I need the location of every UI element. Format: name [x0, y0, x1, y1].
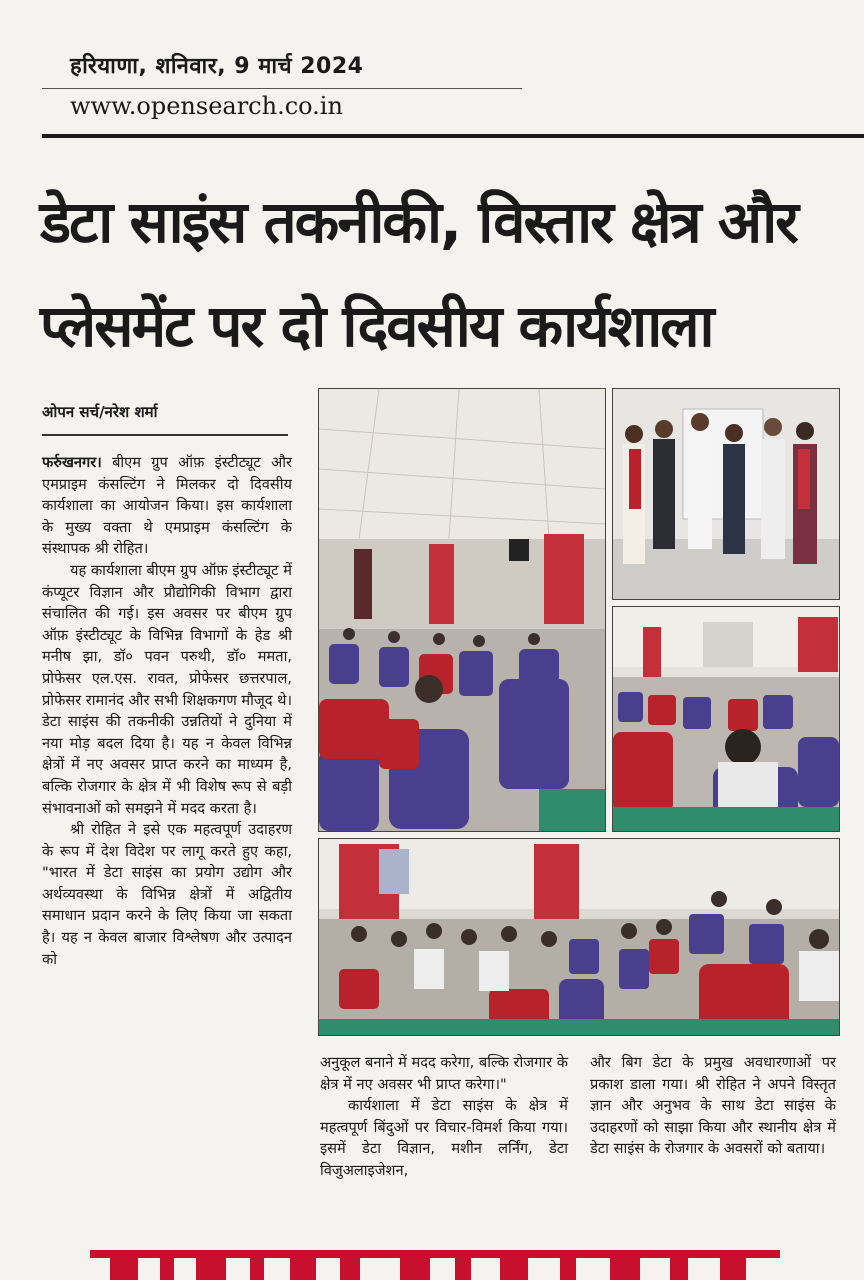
- paragraph: अनुकूल बनाने में मदद करेगा, बल्कि रोजगार के क्षेत्र में नए अवसर भी प्राप्त करेगा।": [320, 1054, 568, 1093]
- article-column-2: [320, 1052, 568, 1182]
- paragraph: और बिग डेटा के प्रमुख अवधारणाओं पर प्रकाश डाला गया। श्री रोहित ने अपने विस्तृत ज्ञान और अनुभव के साथ डेटा साइंस के उदाहरणों को साझा किया और स्थानीय क्षेत्र में डेटा साइंस के रोजगार के अवसरों को बताया।: [590, 1054, 836, 1158]
- headline-line-1: डेटा साइंस तकनीकी, विस्तार क्षेत्र और: [40, 188, 797, 256]
- byline: ओपन सर्च/नरेश शर्मा: [42, 403, 158, 421]
- photo-guests-group: [612, 388, 840, 600]
- article-column-3: [590, 1052, 836, 1160]
- masthead-rule: [42, 134, 864, 138]
- header-divider: [42, 88, 522, 89]
- byline-divider: [42, 434, 288, 436]
- article-column-1: [42, 452, 292, 970]
- photo-auditorium-audience: [318, 388, 606, 832]
- headline-line-2: प्लेसमेंट पर दो दिवसीय कार्यशाला: [40, 292, 713, 360]
- photo-audience-wide: [318, 838, 840, 1036]
- photo-students-seated: [612, 606, 840, 832]
- paragraph: कार्यशाला में डेटा साइंस के क्षेत्र में महत्वपूर्ण बिंदुओं पर विचार-विमर्श किया गया। इसमें डेटा विज्ञान, मशीन लर्निंग, डेटा विजुअलाइजेशन,: [320, 1097, 568, 1179]
- paragraph: श्री रोहित ने इसे एक महत्वपूर्ण उदाहरण के रूप में देश विदेश पर लागू करते हुए कहा, "भारत में डेटा साइंस का प्रयोग उद्योग और अर्थव्यवस्था के विभिन्न क्षेत्रों में अद्वितीय समाधान प्रदान करने के लिए किया जा सकता है। यह न केवल बाजार विश्लेषण और उत्पादन को: [42, 821, 292, 968]
- paragraph: [42, 452, 292, 560]
- headline: [40, 170, 860, 378]
- website-link[interactable]: www.opensearch.co.in: [70, 92, 343, 120]
- paragraph: यह कार्यशाला बीएम ग्रुप ऑफ़ इंस्टीट्यूट में कंप्यूटर विज्ञान और प्रौद्योगिकी विभाग द्वारा संचालित की गई। इस अवसर पर बीएम ग्रुप ऑफ़ इंस्टीट्यूट के विभिन्न विभागों के हेड श्री मनीष झा, डॉ० पवन परुथी, डॉ० ममता, प्रोफेसर एल.एस. रावत, प्रोफेसर छत्तरपाल, प्रोफेसर रामानंद और सभी शिक्षकगण मौजूद थे। डेटा साइंस की तकनीकी उन्नतियों ने दुनिया में नया मोड़ बदल दिया है। यह न केवल विभिन्न क्षेत्रों में नए अवसर प्राप्त करने का माध्यम है, बल्कि रोजगार के क्षेत्र में भी विशेष रूप से बड़ी संभावनाओं को समझने में मदद करता है।: [42, 561, 292, 817]
- dateline: हरियाणा, शनिवार, 9 मार्च 2024: [70, 54, 364, 79]
- paragraph-text: बीएम ग्रुप ऑफ़ इंस्टीट्यूट और एमप्राइम कंसल्टिंग ने मिलकर दो दिवसीय कार्यशाला का आयोजन किया। इस कार्यशाला के मुख्य वक्ता थे एमप्राइम कंसल्टिंग के संस्थापक श्री रोहित।: [42, 454, 292, 558]
- cropped-next-headline: [0, 1236, 864, 1280]
- dateplace: फर्रुखनगर।: [42, 454, 102, 471]
